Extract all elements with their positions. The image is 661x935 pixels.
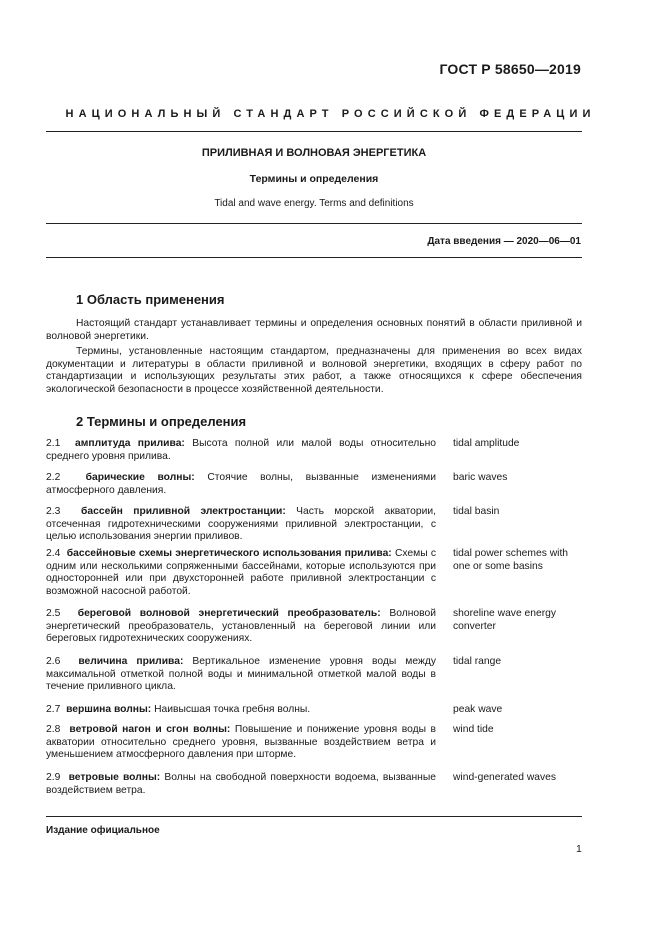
footer-rule [46,816,582,817]
term-english-equivalent: baric waves [453,472,508,483]
term-english-equivalent: tidal amplitude [453,438,520,449]
term-number: 2.5 [46,608,61,619]
term-name: амплитуда прилива: [75,438,185,449]
section-1-heading: 1 Область применения [76,292,225,307]
term-english-equivalent: tidal power schemes with one or some basins [453,548,569,572]
section-2-heading: 2 Термины и определения [76,414,247,429]
term-definition [46,506,436,544]
page-number: 1 [576,843,582,855]
term-name: ветровой нагон и сгон волны: [69,724,231,735]
header-rule [46,131,582,132]
term-text: Высота полной или малой воды относительно среднего уровня прилива. [46,438,436,462]
term-definition [46,724,436,762]
term-text: Часть морской акватории, отсеченная гидротехническими сооружениями приливной электростанции, с целью использования энергии приливов. [46,506,436,542]
term-text: Волны на свободной поверхности водоема, вызванные воздействием ветра. [46,772,436,796]
term-name: ветровые волны: [68,772,161,783]
term-number: 2.9 [46,772,61,783]
title-rule [46,223,582,224]
term-definition [46,438,436,463]
term-name: величина прилива: [78,656,184,667]
term-definition [46,548,436,598]
section-1-paragraph-2: Термины, установленные настоящим стандартом, предназначены для применения во всех видах документации и литературы в области приливной и волновой энергетики, входящих в сферу работ по стандартизации и использующих результаты этих работ, а также относящихся к сфере обеспечения экологической безопасности в процессе хозяйственной деятельности. [46,346,582,395]
term-number: 2.6 [46,656,61,667]
term-text: Наивысшая точка гребня волны. [154,704,311,715]
term-name: вершина волны: [66,704,152,715]
introduction-date: Дата введения — 2020—06—01 [427,236,581,247]
document-number: ГОСТ Р 58650—2019 [439,61,581,77]
term-number: 2.3 [46,506,61,517]
term-number: 2.1 [46,438,61,449]
national-standard-banner: НАЦИОНАЛЬНЫЙ СТАНДАРТ РОССИЙСКОЙ ФЕДЕРАЦИИ [65,108,596,120]
term-english-equivalent: shoreline wave energy converter [453,608,557,632]
term-name: бассейн приливной электростанции: [81,506,286,517]
term-name: береговой волновой энергетический преобразователь: [77,608,381,619]
term-definition [46,704,436,717]
official-edition-note: Издание официальное [46,825,160,836]
term-english-equivalent: wind-generated waves [453,772,557,783]
term-name: бассейновые схемы энергетического использования прилива: [66,548,392,559]
term-name: барические волны: [85,472,195,483]
term-definition [46,772,436,797]
term-number: 2.8 [46,724,61,735]
term-english-equivalent: tidal range [453,656,502,667]
term-number: 2.7 [46,704,61,715]
section-1-paragraph-1: Настоящий стандарт устанавливает термины и определения основных понятий в области приливной и волновой энергетики. [46,318,582,342]
term-number: 2.2 [46,472,61,483]
term-text: Схемы с одним или несколькими сопряженными бассейнами, которые используются при односторонней или при двухсторонней работе приливной электростанции с возможной насосной работой. [46,548,436,597]
date-rule [46,257,582,258]
term-definition [46,608,436,646]
document-title: ПРИЛИВНАЯ И ВОЛНОВАЯ ЭНЕРГЕТИКА [201,147,427,159]
term-english-equivalent: peak wave [453,704,503,715]
term-definition [46,472,436,497]
term-text: Стоячие волны, вызванные изменениями атмосферного давления. [46,472,436,496]
term-text: Волновой энергетический преобразователь, установленный на береговой линии или береговых гидротехнических сооружениях. [46,608,436,644]
english-title: Tidal and wave energy. Terms and definitions [214,198,414,209]
term-definition [46,656,436,694]
document-subtitle: Термины и определения [249,173,379,185]
term-english-equivalent: tidal basin [453,506,500,517]
term-text: Повышение и понижение уровня воды в акватории относительно среднего уровня, вызванные воздействием ветра и уменьшением атмосферного давления при шторме. [46,724,436,760]
term-number: 2.4 [46,548,61,559]
term-english-equivalent: wind tide [453,724,494,735]
term-text: Вертикальное изменение уровня воды между максимальной отметкой полной воды и минимальной отметкой малой воды в течение приливного цикла. [46,656,436,692]
